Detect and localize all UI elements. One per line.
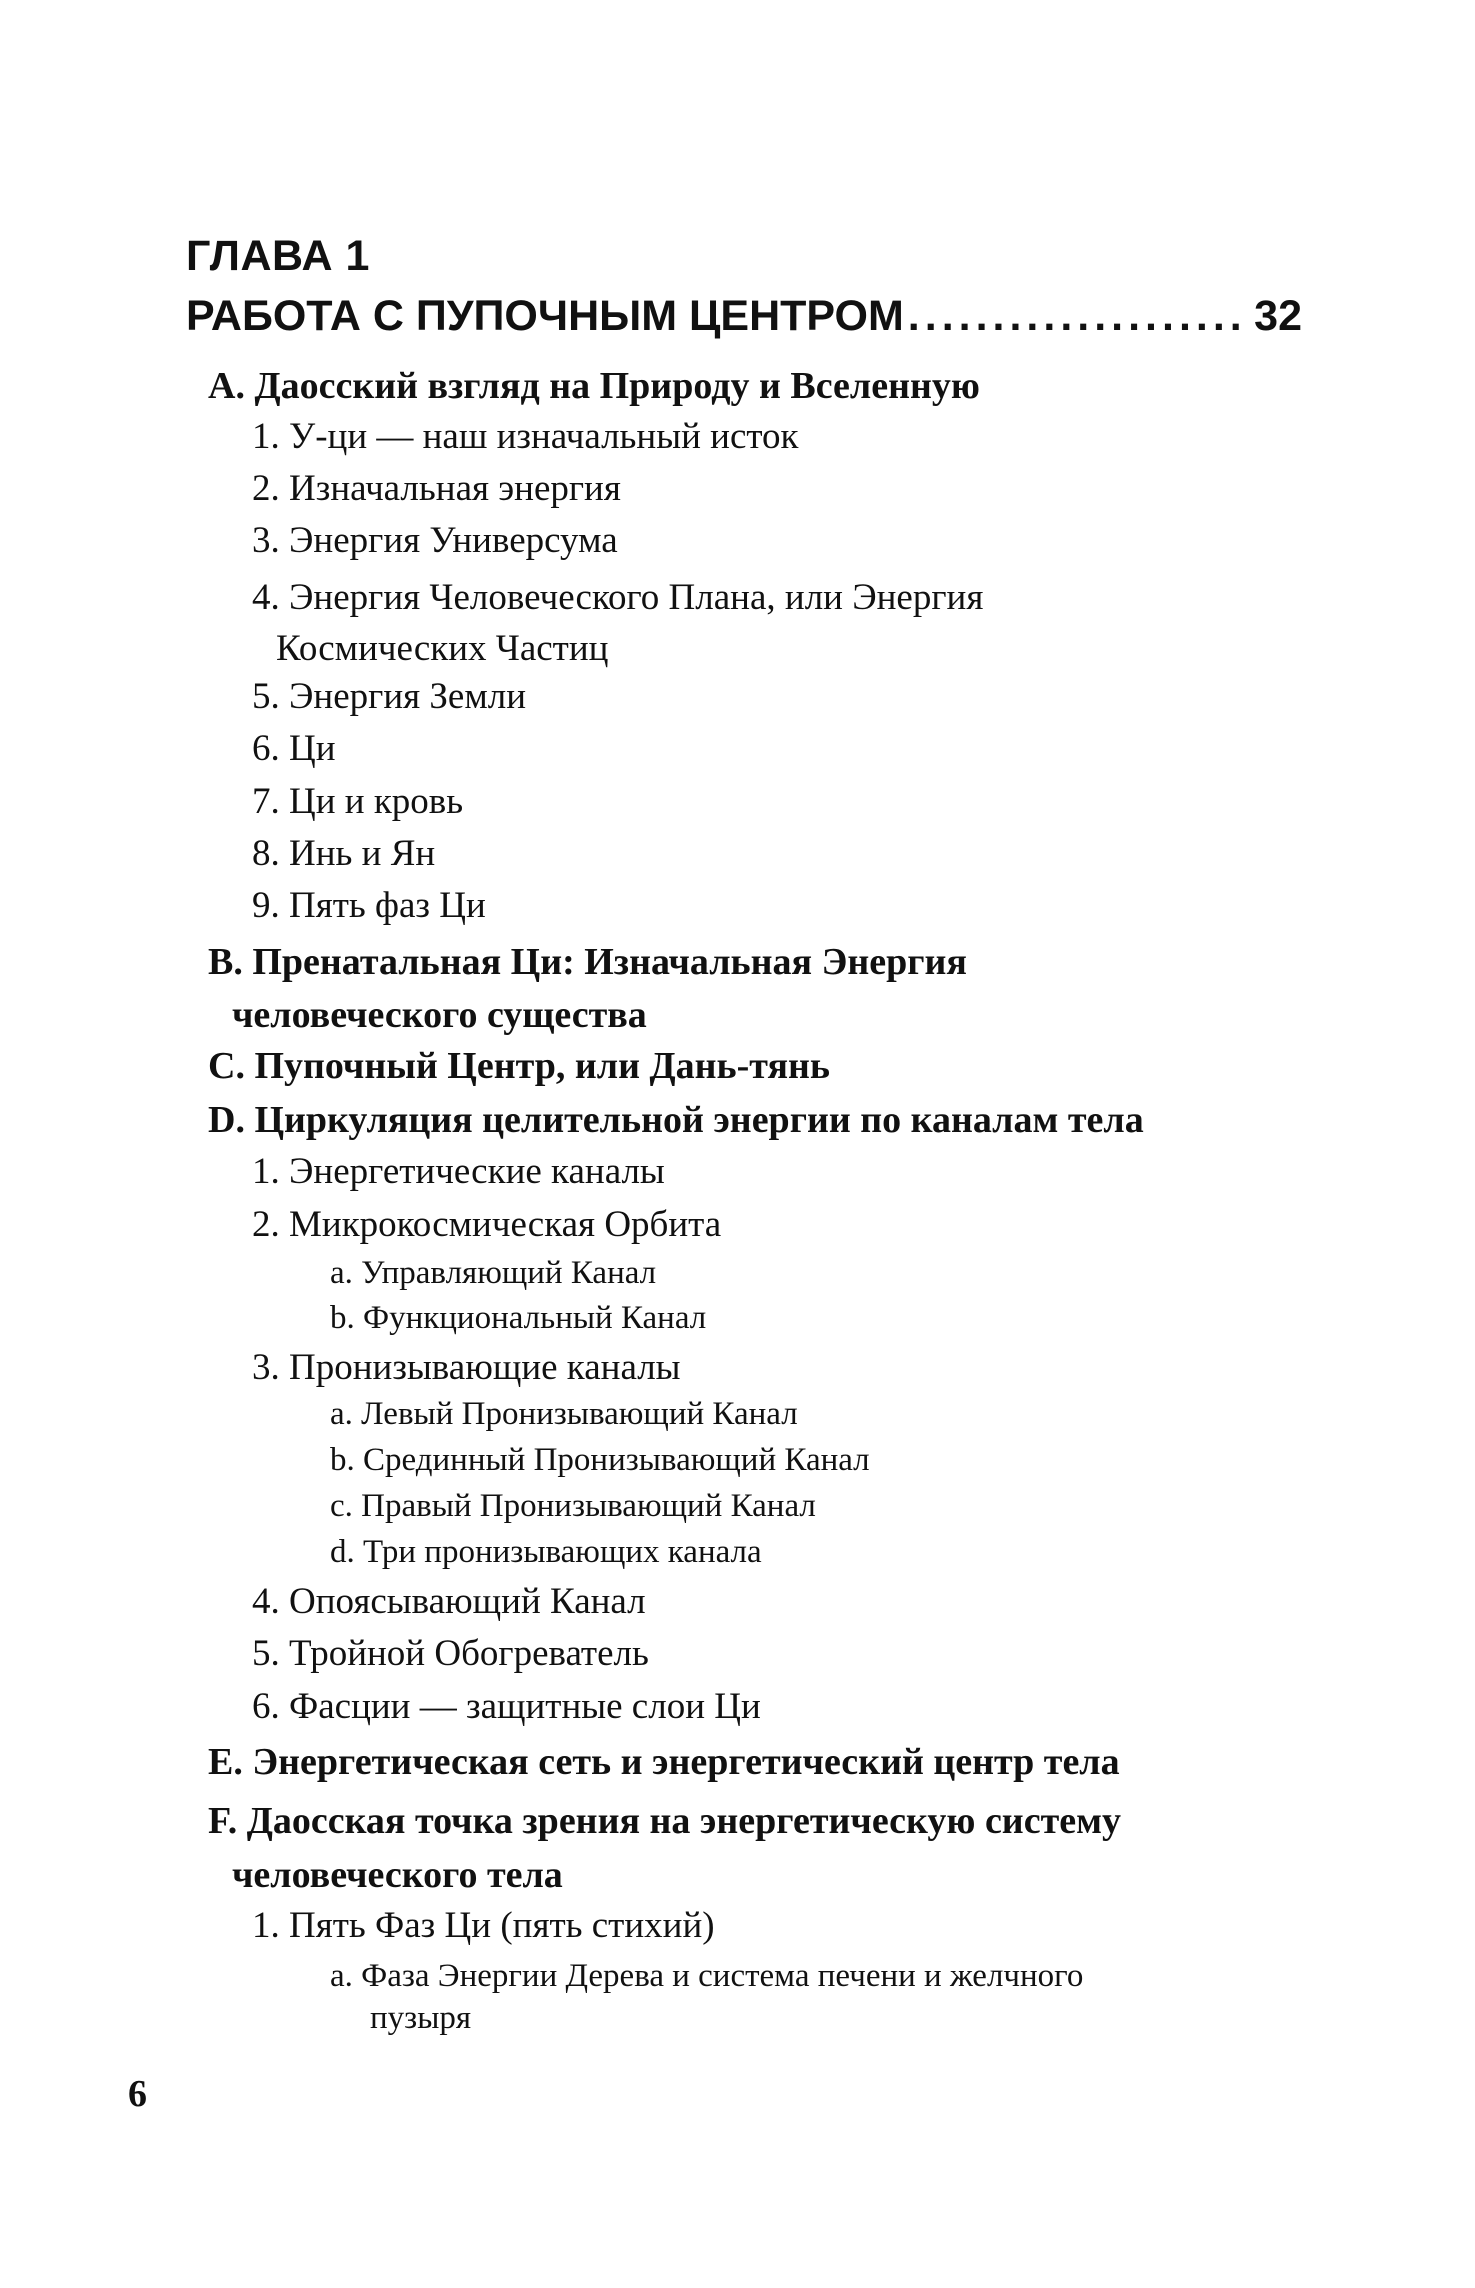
- toc-subitem[interactable]: a. Управляющий Канал: [330, 1255, 657, 1291]
- toc-item[interactable]: 5. Тройной Обогреватель: [252, 1633, 649, 1674]
- toc-item[interactable]: 1. У-ци — наш изначальный исток: [252, 416, 799, 457]
- toc-subitem[interactable]: d. Три пронизывающих канала: [330, 1534, 762, 1570]
- page-number: 6: [128, 2073, 147, 2115]
- toc-item[interactable]: 1. Пять Фаз Ци (пять стихий): [252, 1905, 715, 1946]
- toc-section-a[interactable]: A. Даосский взгляд на Природу и Вселенную: [208, 365, 980, 407]
- chapter-label: ГЛАВА 1: [186, 232, 370, 280]
- toc-item[interactable]: 4. Опоясывающий Канал: [252, 1581, 646, 1622]
- toc-item[interactable]: 4. Энергия Человеческого Плана, или Энергия Космических Частиц: [252, 577, 984, 669]
- toc-subitem[interactable]: a. Фаза Энергии Дерева и система печени и желчного пузыря: [330, 1958, 1084, 2036]
- toc-section-d[interactable]: D. Циркуляция целительной энергии по каналам тела: [208, 1099, 1144, 1141]
- chapter-title-row[interactable]: [186, 292, 1302, 341]
- toc-item[interactable]: 2. Микрокосмическая Орбита: [252, 1204, 722, 1245]
- toc-item[interactable]: 3. Пронизывающие каналы: [252, 1347, 681, 1388]
- toc-subitem[interactable]: b. Функциональный Канал: [330, 1300, 707, 1336]
- toc-item[interactable]: 3. Энергия Универсума: [252, 520, 618, 561]
- toc-subitem[interactable]: a. Левый Пронизывающий Канал: [330, 1396, 798, 1432]
- toc-item[interactable]: 7. Ци и кровь: [252, 781, 464, 822]
- toc-subitem[interactable]: c. Правый Пронизывающий Канал: [330, 1488, 816, 1524]
- toc-item[interactable]: 8. Инь и Ян: [252, 833, 436, 874]
- toc-item[interactable]: 5. Энергия Земли: [252, 676, 527, 717]
- toc-item[interactable]: 2. Изначальная энергия: [252, 468, 621, 509]
- toc-item[interactable]: 1. Энергетические каналы: [252, 1151, 665, 1192]
- toc-section-c[interactable]: C. Пупочный Центр, или Дань-тянь: [208, 1045, 830, 1087]
- chapter-page-number: 32: [1254, 292, 1302, 340]
- toc-item[interactable]: 9. Пять фаз Ци: [252, 885, 486, 926]
- dot-leader: [908, 292, 1244, 341]
- chapter-title: РАБОТА С ПУПОЧНЫМ ЦЕНТРОМ: [186, 292, 904, 340]
- toc-section-f[interactable]: F. Даосская точка зрения на энергетическую систему человеческого тела: [208, 1800, 1121, 1896]
- toc-item[interactable]: 6. Фасции — защитные слои Ци: [252, 1686, 761, 1727]
- toc-item[interactable]: 6. Ци: [252, 728, 336, 769]
- toc-subitem[interactable]: b. Срединный Пронизывающий Канал: [330, 1442, 870, 1478]
- toc-section-e[interactable]: E. Энергетическая сеть и энергетический центр тела: [208, 1741, 1120, 1783]
- toc-section-b[interactable]: B. Пренатальная Ци: Изначальная Энергия человеческого существа: [208, 941, 967, 1036]
